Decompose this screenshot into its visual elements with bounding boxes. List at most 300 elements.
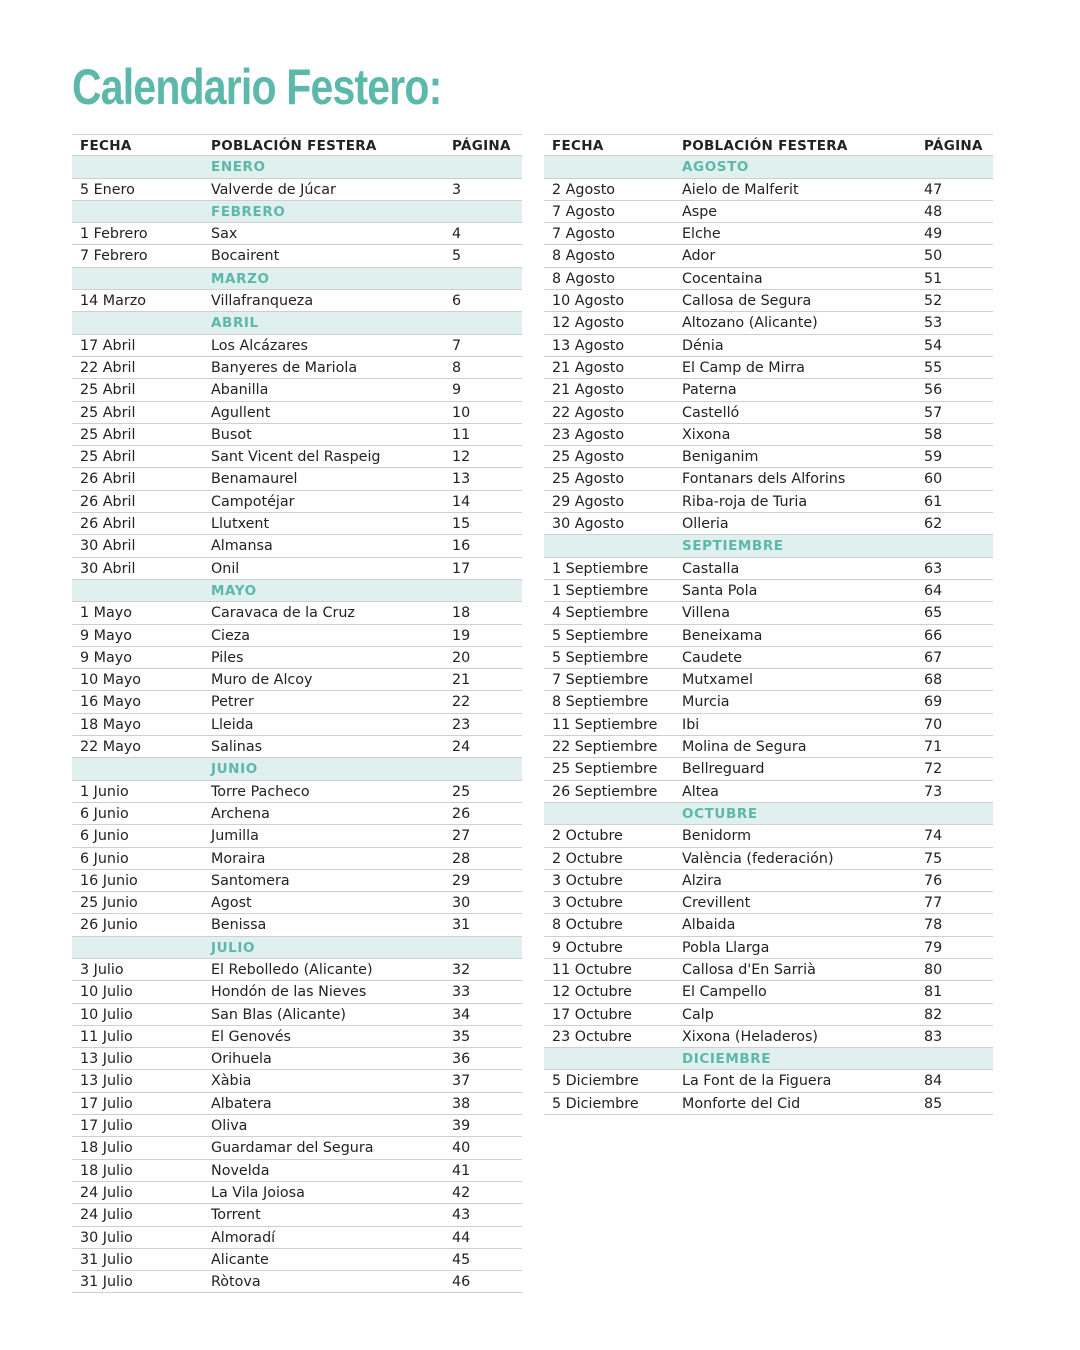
date-cell: 12 Octubre — [552, 984, 632, 1001]
month-label: ABRIL — [211, 315, 259, 332]
page-cell: 53 — [924, 315, 943, 332]
table-row — [544, 848, 993, 870]
date-cell: 24 Julio — [80, 1184, 133, 1201]
page-cell: 76 — [924, 872, 943, 889]
month-header-row — [72, 312, 522, 334]
page-cell: 83 — [924, 1028, 943, 1045]
page-cell: 19 — [452, 627, 471, 644]
date-cell: 17 Julio — [80, 1118, 133, 1135]
page-cell: 44 — [452, 1229, 471, 1246]
town-cell: Agullent — [211, 404, 271, 421]
table-row — [72, 245, 522, 267]
town-cell: San Blas (Alicante) — [211, 1006, 346, 1023]
table-row — [544, 669, 993, 691]
page-cell: 61 — [924, 493, 943, 510]
page-cell: 16 — [452, 538, 471, 555]
table-header — [544, 134, 993, 156]
page-cell: 5 — [452, 248, 462, 265]
town-cell: Beneixama — [682, 627, 763, 644]
date-cell: 17 Octubre — [552, 1006, 632, 1023]
town-cell: Petrer — [211, 694, 254, 711]
town-cell: Lleida — [211, 716, 254, 733]
town-cell: Ibi — [682, 716, 700, 733]
page-cell: 42 — [452, 1184, 471, 1201]
date-cell: 13 Julio — [80, 1051, 133, 1068]
page-cell: 82 — [924, 1006, 943, 1023]
page-cell: 58 — [924, 426, 943, 443]
date-cell: 25 Abril — [80, 404, 136, 421]
date-cell: 10 Agosto — [552, 293, 625, 310]
town-cell: Villena — [682, 605, 731, 622]
table-row — [544, 424, 993, 446]
page-cell: 20 — [452, 649, 471, 666]
town-cell: Torrent — [211, 1207, 261, 1224]
table-row — [544, 892, 993, 914]
town-cell: Ròtova — [211, 1274, 261, 1291]
date-cell: 5 Diciembre — [552, 1095, 639, 1112]
page-cell: 71 — [924, 739, 943, 756]
date-cell: 17 Abril — [80, 337, 136, 354]
page-cell: 54 — [924, 337, 943, 354]
date-cell: 3 Octubre — [552, 872, 623, 889]
page-cell: 25 — [452, 783, 471, 800]
town-cell: Murcia — [682, 694, 730, 711]
date-cell: 25 Abril — [80, 382, 136, 399]
town-cell: Sax — [211, 226, 238, 243]
town-cell: Piles — [211, 649, 244, 666]
date-cell: 5 Diciembre — [552, 1073, 639, 1090]
table-row — [544, 379, 993, 401]
town-cell: El Rebolledo (Alicante) — [211, 961, 373, 978]
page-cell: 39 — [452, 1118, 471, 1135]
header-poblacion: POBLACIÓN FESTERA — [211, 138, 377, 154]
page-cell: 51 — [924, 270, 943, 287]
table-row — [72, 446, 522, 468]
date-cell: 22 Agosto — [552, 404, 625, 421]
table-row — [72, 223, 522, 245]
table-row — [72, 669, 522, 691]
table-row — [72, 1204, 522, 1226]
page-cell: 24 — [452, 739, 471, 756]
date-cell: 8 Agosto — [552, 248, 616, 265]
town-cell: Olleria — [682, 516, 729, 533]
table-row — [72, 691, 522, 713]
page-cell: 38 — [452, 1095, 471, 1112]
page-cell: 14 — [452, 493, 471, 510]
table-header — [72, 134, 522, 156]
date-cell: 30 Agosto — [552, 516, 625, 533]
month-header-row — [544, 535, 993, 557]
table-row — [544, 1026, 993, 1048]
town-cell: Albaida — [682, 917, 736, 934]
town-cell: Cieza — [211, 627, 251, 644]
date-cell: 26 Septiembre — [552, 783, 658, 800]
town-cell: Oliva — [211, 1118, 248, 1135]
date-cell: 31 Julio — [80, 1274, 133, 1291]
town-cell: Benamaurel — [211, 471, 298, 488]
page-cell: 28 — [452, 850, 471, 867]
table-row — [544, 781, 993, 803]
table-row — [72, 379, 522, 401]
date-cell: 26 Abril — [80, 471, 136, 488]
date-cell: 9 Mayo — [80, 649, 132, 666]
table-row — [544, 825, 993, 847]
table-row — [72, 781, 522, 803]
page-cell: 84 — [924, 1073, 943, 1090]
town-cell: Monforte del Cid — [682, 1095, 801, 1112]
table-row — [72, 491, 522, 513]
date-cell: 25 Septiembre — [552, 761, 658, 778]
table-row — [544, 602, 993, 624]
table-row — [544, 981, 993, 1003]
table-row — [544, 513, 993, 535]
date-cell: 25 Agosto — [552, 449, 625, 466]
town-cell: Bocairent — [211, 248, 280, 265]
table-row — [72, 335, 522, 357]
header-fecha: FECHA — [552, 138, 604, 154]
date-cell: 16 Junio — [80, 872, 138, 889]
page-cell: 3 — [452, 181, 462, 198]
town-cell: Altea — [682, 783, 719, 800]
town-cell: Villafranqueza — [211, 293, 314, 310]
date-cell: 22 Mayo — [80, 739, 142, 756]
date-cell: 5 Septiembre — [552, 649, 649, 666]
table-row — [544, 580, 993, 602]
date-cell: 18 Julio — [80, 1162, 133, 1179]
page-cell: 72 — [924, 761, 943, 778]
page-cell: 78 — [924, 917, 943, 934]
page-cell: 22 — [452, 694, 471, 711]
table-row — [544, 914, 993, 936]
table-row — [72, 1137, 522, 1159]
town-cell: Sant Vicent del Raspeig — [211, 449, 381, 466]
table-row — [72, 1182, 522, 1204]
table-row — [544, 468, 993, 490]
table-row — [72, 513, 522, 535]
town-cell: Callosa de Segura — [682, 293, 812, 310]
page-cell: 57 — [924, 404, 943, 421]
date-cell: 8 Octubre — [552, 917, 623, 934]
town-cell: Elche — [682, 226, 721, 243]
town-cell: Agost — [211, 895, 252, 912]
table-row — [544, 714, 993, 736]
town-cell: Castelló — [682, 404, 740, 421]
town-cell: Altozano (Alicante) — [682, 315, 818, 332]
page-cell: 48 — [924, 203, 943, 220]
town-cell: Guardamar del Segura — [211, 1140, 374, 1157]
date-cell: 30 Abril — [80, 560, 136, 577]
month-header-row — [544, 803, 993, 825]
date-cell: 12 Agosto — [552, 315, 625, 332]
date-cell: 1 Septiembre — [552, 560, 649, 577]
date-cell: 13 Julio — [80, 1073, 133, 1090]
town-cell: Pobla Llarga — [682, 939, 770, 956]
table-row — [72, 424, 522, 446]
table-row — [544, 179, 993, 201]
month-header-row — [72, 580, 522, 602]
page-cell: 30 — [452, 895, 471, 912]
page-cell: 7 — [452, 337, 462, 354]
table-row — [72, 714, 522, 736]
header-pagina: PÁGINA — [452, 138, 511, 154]
month-header-row — [72, 758, 522, 780]
date-cell: 6 Junio — [80, 828, 129, 845]
page-cell: 81 — [924, 984, 943, 1001]
date-cell: 6 Junio — [80, 805, 129, 822]
calendar-table-left — [72, 134, 522, 1293]
table-row — [544, 1070, 993, 1092]
page-cell: 47 — [924, 181, 943, 198]
date-cell: 2 Octubre — [552, 850, 623, 867]
table-row — [544, 959, 993, 981]
page-cell: 50 — [924, 248, 943, 265]
town-cell: Riba-roja de Turia — [682, 493, 808, 510]
table-row — [544, 647, 993, 669]
page-cell: 40 — [452, 1140, 471, 1157]
month-label: FEBRERO — [211, 203, 286, 220]
page-cell: 36 — [452, 1051, 471, 1068]
town-cell: Abanilla — [211, 382, 269, 399]
town-cell: Mutxamel — [682, 672, 753, 689]
page-cell: 68 — [924, 672, 943, 689]
page-cell: 21 — [452, 672, 471, 689]
table-body-left — [72, 156, 522, 1293]
town-cell: Paterna — [682, 382, 737, 399]
month-header-row — [72, 156, 522, 178]
table-row — [544, 446, 993, 468]
date-cell: 8 Septiembre — [552, 694, 649, 711]
town-cell: València (federación) — [682, 850, 834, 867]
date-cell: 7 Agosto — [552, 203, 616, 220]
town-cell: El Campello — [682, 984, 767, 1001]
page-cell: 41 — [452, 1162, 471, 1179]
month-header-row — [72, 201, 522, 223]
page-cell: 80 — [924, 961, 943, 978]
table-row — [544, 335, 993, 357]
town-cell: Xixona — [682, 426, 731, 443]
town-cell: Banyeres de Mariola — [211, 359, 358, 376]
page-cell: 13 — [452, 471, 471, 488]
date-cell: 18 Mayo — [80, 716, 142, 733]
town-cell: Caravaca de la Cruz — [211, 605, 355, 622]
table-row — [72, 179, 522, 201]
table-row — [72, 803, 522, 825]
table-row — [72, 825, 522, 847]
table-row — [544, 402, 993, 424]
month-label: ENERO — [211, 159, 266, 176]
date-cell: 7 Febrero — [80, 248, 148, 265]
page-cell: 4 — [452, 226, 462, 243]
date-cell: 21 Agosto — [552, 382, 625, 399]
page-cell: 73 — [924, 783, 943, 800]
table-row — [544, 290, 993, 312]
month-label: JULIO — [211, 939, 256, 956]
date-cell: 1 Mayo — [80, 605, 132, 622]
date-cell: 1 Febrero — [80, 226, 148, 243]
date-cell: 1 Septiembre — [552, 582, 649, 599]
page-cell: 75 — [924, 850, 943, 867]
table-row — [72, 1093, 522, 1115]
page-cell: 77 — [924, 895, 943, 912]
town-cell: Santomera — [211, 872, 290, 889]
page-cell: 46 — [452, 1274, 471, 1291]
table-row — [72, 1115, 522, 1137]
table-row — [544, 736, 993, 758]
town-cell: Beniganim — [682, 449, 759, 466]
table-row — [72, 1227, 522, 1249]
date-cell: 11 Septiembre — [552, 716, 658, 733]
page-cell: 49 — [924, 226, 943, 243]
page-cell: 64 — [924, 582, 943, 599]
table-row — [72, 1249, 522, 1271]
table-row — [544, 312, 993, 334]
date-cell: 25 Abril — [80, 449, 136, 466]
month-label: OCTUBRE — [682, 805, 758, 822]
table-row — [72, 402, 522, 424]
town-cell: Fontanars dels Alforins — [682, 471, 846, 488]
month-label: MAYO — [211, 582, 257, 599]
page-cell: 8 — [452, 359, 462, 376]
date-cell: 11 Julio — [80, 1028, 133, 1045]
table-row — [544, 758, 993, 780]
table-row — [72, 914, 522, 936]
table-row — [544, 870, 993, 892]
town-cell: Moraira — [211, 850, 266, 867]
page-cell: 6 — [452, 293, 462, 310]
town-cell: Bellreguard — [682, 761, 765, 778]
date-cell: 26 Junio — [80, 917, 138, 934]
table-body-right — [544, 156, 993, 1115]
town-cell: Aspe — [682, 203, 718, 220]
date-cell: 18 Julio — [80, 1140, 133, 1157]
date-cell: 30 Julio — [80, 1229, 133, 1246]
table-row — [72, 602, 522, 624]
date-cell: 5 Septiembre — [552, 627, 649, 644]
month-label: AGOSTO — [682, 159, 750, 176]
town-cell: Crevillent — [682, 895, 751, 912]
page-title: Calendario Festero: — [72, 59, 442, 115]
date-cell: 25 Abril — [80, 426, 136, 443]
town-cell: Hondón de las Nieves — [211, 984, 367, 1001]
header-poblacion: POBLACIÓN FESTERA — [682, 138, 848, 154]
date-cell: 30 Abril — [80, 538, 136, 555]
date-cell: 3 Octubre — [552, 895, 623, 912]
date-cell: 23 Octubre — [552, 1028, 632, 1045]
date-cell: 10 Julio — [80, 1006, 133, 1023]
town-cell: Alicante — [211, 1251, 269, 1268]
table-row — [72, 1271, 522, 1293]
table-row — [544, 1004, 993, 1026]
table-row — [72, 736, 522, 758]
town-cell: Almansa — [211, 538, 273, 555]
month-label: SEPTIEMBRE — [682, 538, 784, 555]
table-row — [544, 201, 993, 223]
town-cell: Salinas — [211, 739, 263, 756]
page-cell: 15 — [452, 516, 471, 533]
date-cell: 10 Mayo — [80, 672, 142, 689]
town-cell: Dénia — [682, 337, 724, 354]
page-cell: 66 — [924, 627, 943, 644]
date-cell: 7 Septiembre — [552, 672, 649, 689]
date-cell: 13 Agosto — [552, 337, 625, 354]
table-row — [72, 535, 522, 557]
month-label: MARZO — [211, 270, 270, 287]
date-cell: 23 Agosto — [552, 426, 625, 443]
town-cell: Ador — [682, 248, 716, 265]
table-row — [544, 937, 993, 959]
table-row — [72, 1026, 522, 1048]
table-row — [72, 959, 522, 981]
page-cell: 32 — [452, 961, 471, 978]
page-cell: 62 — [924, 516, 943, 533]
calendar-table-right — [544, 134, 993, 1115]
town-cell: Aielo de Malferit — [682, 181, 799, 198]
page-cell: 59 — [924, 449, 943, 466]
page-cell: 34 — [452, 1006, 471, 1023]
page-cell: 67 — [924, 649, 943, 666]
page-cell: 31 — [452, 917, 471, 934]
page-cell: 35 — [452, 1028, 471, 1045]
date-cell: 31 Julio — [80, 1251, 133, 1268]
town-cell: Calp — [682, 1006, 714, 1023]
page-cell: 60 — [924, 471, 943, 488]
page-cell: 56 — [924, 382, 943, 399]
table-row — [544, 625, 993, 647]
date-cell: 25 Agosto — [552, 471, 625, 488]
town-cell: Llutxent — [211, 516, 270, 533]
town-cell: El Genovés — [211, 1028, 291, 1045]
table-row — [72, 647, 522, 669]
page-cell: 79 — [924, 939, 943, 956]
town-cell: Onil — [211, 560, 240, 577]
town-cell: Xixona (Heladeros) — [682, 1028, 818, 1045]
date-cell: 11 Octubre — [552, 961, 632, 978]
date-cell: 2 Octubre — [552, 828, 623, 845]
date-cell: 3 Julio — [80, 961, 124, 978]
table-row — [544, 1093, 993, 1115]
page-cell: 10 — [452, 404, 471, 421]
town-cell: Almoradí — [211, 1229, 276, 1246]
month-header-row — [72, 937, 522, 959]
date-cell: 22 Septiembre — [552, 739, 658, 756]
town-cell: Torre Pacheco — [211, 783, 310, 800]
page-cell: 26 — [452, 805, 471, 822]
page-cell: 29 — [452, 872, 471, 889]
town-cell: La Font de la Figuera — [682, 1073, 832, 1090]
page-cell: 63 — [924, 560, 943, 577]
date-cell: 29 Agosto — [552, 493, 625, 510]
table-row — [72, 892, 522, 914]
date-cell: 1 Junio — [80, 783, 129, 800]
page-cell: 12 — [452, 449, 471, 466]
town-cell: Los Alcázares — [211, 337, 308, 354]
page-cell: 85 — [924, 1095, 943, 1112]
page-cell: 55 — [924, 359, 943, 376]
table-row — [72, 848, 522, 870]
month-label: JUNIO — [211, 761, 258, 778]
town-cell: Orihuela — [211, 1051, 272, 1068]
date-cell: 10 Julio — [80, 984, 133, 1001]
date-cell: 7 Agosto — [552, 226, 616, 243]
table-row — [72, 468, 522, 490]
page-cell: 69 — [924, 694, 943, 711]
town-cell: Santa Pola — [682, 582, 758, 599]
date-cell: 6 Junio — [80, 850, 129, 867]
town-cell: Busot — [211, 426, 252, 443]
town-cell: Alzira — [682, 872, 722, 889]
month-header-row — [544, 156, 993, 178]
table-row — [544, 245, 993, 267]
